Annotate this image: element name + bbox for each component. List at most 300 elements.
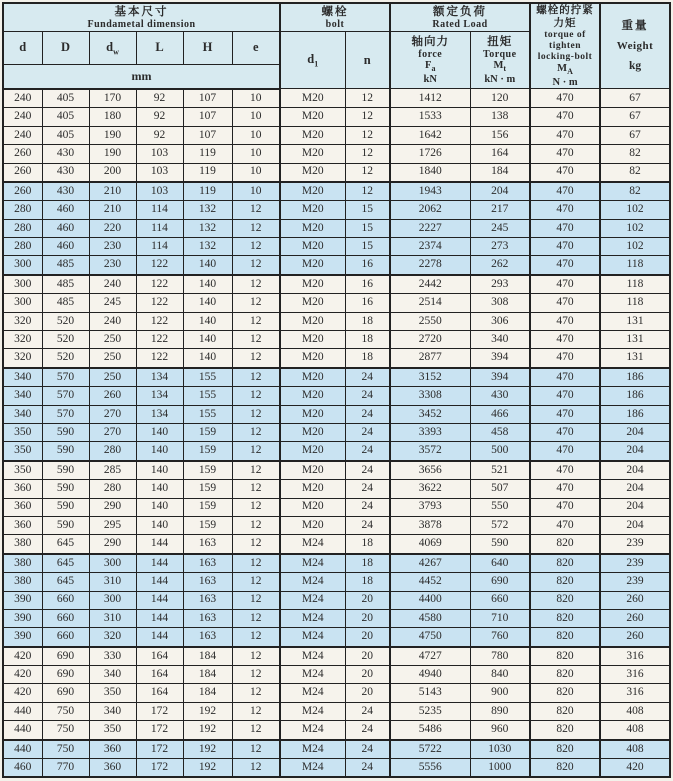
cell: 163: [183, 628, 232, 647]
cell: 820: [530, 554, 600, 573]
cell: 408: [600, 740, 670, 759]
cell: 159: [183, 442, 232, 461]
cell: 12: [232, 573, 280, 591]
cell: 260: [3, 145, 42, 163]
cell: 18: [345, 535, 390, 554]
table-row: [3, 647, 670, 666]
cell: 690: [42, 647, 89, 666]
cell: 590: [42, 516, 89, 534]
cell: 119: [183, 145, 232, 163]
weight-unit: kg: [628, 60, 642, 73]
cell: 192: [183, 759, 232, 778]
col-header-n: n: [345, 32, 390, 89]
cell: 820: [530, 740, 600, 759]
section-header-rated-load: [390, 3, 530, 32]
cell: 2720: [390, 331, 470, 349]
cell: M20: [280, 480, 345, 498]
tighten-en-3: locking-bolt: [537, 52, 593, 63]
cell: 340: [3, 387, 42, 405]
force-en: force: [418, 48, 443, 60]
cell: 240: [3, 89, 42, 108]
cell: 690: [42, 666, 89, 684]
table-row: [3, 442, 670, 461]
cell: 102: [600, 238, 670, 256]
cell: 405: [42, 108, 89, 126]
section-rated-load-zh: 额定负荷: [433, 5, 488, 18]
cell: 12: [232, 312, 280, 330]
cell: 440: [3, 721, 42, 740]
cell: 18: [345, 312, 390, 330]
cell: 131: [600, 312, 670, 330]
cell: 308: [470, 294, 530, 312]
cell: 250: [89, 349, 136, 368]
table-row: [3, 349, 670, 368]
cell: M20: [280, 238, 345, 256]
cell: 12: [232, 331, 280, 349]
cell: 260: [600, 609, 670, 627]
cell: 122: [136, 312, 183, 330]
cell: 12: [232, 516, 280, 534]
cell: 470: [530, 294, 600, 312]
cell: 820: [530, 628, 600, 647]
cell: 470: [530, 331, 600, 349]
cell: 20: [345, 609, 390, 627]
col-header-L: L: [136, 32, 183, 65]
cell: M20: [280, 423, 345, 441]
cell: 184: [183, 684, 232, 702]
cell: 460: [3, 759, 42, 778]
cell: M20: [280, 163, 345, 182]
cell: 280: [3, 219, 42, 237]
cell: 184: [183, 666, 232, 684]
cell: 10: [232, 89, 280, 108]
table-row: [3, 480, 670, 498]
cell: 67: [600, 89, 670, 108]
cell: 500: [470, 442, 530, 461]
cell: 140: [136, 480, 183, 498]
cell: 192: [183, 740, 232, 759]
cell: 18: [345, 349, 390, 368]
cell: 10: [232, 108, 280, 126]
cell: 204: [600, 461, 670, 480]
cell: 24: [345, 423, 390, 441]
cell: 320: [3, 349, 42, 368]
cell: M20: [280, 349, 345, 368]
table-row: [3, 684, 670, 702]
cell: 470: [530, 201, 600, 219]
cell: M24: [280, 740, 345, 759]
cell: 645: [42, 535, 89, 554]
cell: 24: [345, 498, 390, 516]
cell: 285: [89, 461, 136, 480]
cell: 330: [89, 647, 136, 666]
cell: 186: [600, 368, 670, 387]
cell: M24: [280, 591, 345, 609]
cell: 470: [530, 182, 600, 201]
cell: 760: [470, 628, 530, 647]
cell: M20: [280, 108, 345, 126]
cell: 710: [470, 609, 530, 627]
cell: 470: [530, 368, 600, 387]
cell: 140: [183, 349, 232, 368]
cell: 470: [530, 423, 600, 441]
col-header-H: H: [183, 32, 232, 65]
cell: 156: [470, 126, 530, 144]
cell: M24: [280, 759, 345, 778]
cell: 394: [470, 349, 530, 368]
cell: 900: [470, 684, 530, 702]
cell: 12: [345, 89, 390, 108]
table-row: [3, 312, 670, 330]
cell: 2278: [390, 256, 470, 275]
cell: 420: [3, 647, 42, 666]
cell: 2514: [390, 294, 470, 312]
cell: 10: [232, 163, 280, 182]
cell: 67: [600, 126, 670, 144]
cell: 273: [470, 238, 530, 256]
cell: 470: [530, 480, 600, 498]
cell: 20: [345, 666, 390, 684]
cell: 306: [470, 312, 530, 330]
cell: 12: [232, 219, 280, 237]
cell: 107: [183, 108, 232, 126]
table-row: [3, 126, 670, 144]
cell: M24: [280, 666, 345, 684]
cell: 470: [530, 405, 600, 423]
table-row: [3, 573, 670, 591]
cell: 360: [3, 480, 42, 498]
cell: 380: [3, 554, 42, 573]
cell: 640: [470, 554, 530, 573]
cell: 230: [89, 256, 136, 275]
cell: 155: [183, 387, 232, 405]
cell: 16: [345, 256, 390, 275]
cell: 16: [345, 294, 390, 312]
cell: 570: [42, 405, 89, 423]
cell: 380: [3, 573, 42, 591]
cell: M20: [280, 145, 345, 163]
table-row: [3, 759, 670, 778]
cell: 1412: [390, 89, 470, 108]
cell: 230: [89, 238, 136, 256]
cell: M20: [280, 201, 345, 219]
cell: 12: [232, 666, 280, 684]
cell: 1840: [390, 163, 470, 182]
cell: 186: [600, 387, 670, 405]
cell: 134: [136, 387, 183, 405]
tighten-en-2: tighten: [549, 41, 582, 52]
cell: 470: [530, 312, 600, 330]
bearing-spec-table: [2, 2, 671, 778]
table-row: [3, 275, 670, 294]
table-row: [3, 331, 670, 349]
col-header-weight: [600, 3, 670, 89]
cell: 750: [42, 740, 89, 759]
cell: 12: [232, 609, 280, 627]
cell: 466: [470, 405, 530, 423]
cell: 470: [530, 108, 600, 126]
cell: 20: [345, 628, 390, 647]
cell: 295: [89, 516, 136, 534]
table-row: [3, 609, 670, 627]
cell: 163: [183, 554, 232, 573]
cell: 163: [183, 591, 232, 609]
cell: 660: [42, 591, 89, 609]
cell: 820: [530, 759, 600, 778]
cell: 12: [232, 740, 280, 759]
cell: 24: [345, 442, 390, 461]
cell: 140: [136, 442, 183, 461]
cell: 320: [3, 312, 42, 330]
cell: 24: [345, 759, 390, 778]
cell: 590: [42, 461, 89, 480]
cell: M24: [280, 647, 345, 666]
cell: 350: [89, 721, 136, 740]
cell: 12: [232, 647, 280, 666]
cell: 159: [183, 498, 232, 516]
cell: 120: [470, 89, 530, 108]
cell: 3152: [390, 368, 470, 387]
cell: 570: [42, 368, 89, 387]
cell: 12: [232, 405, 280, 423]
cell: 18: [345, 331, 390, 349]
cell: 590: [470, 535, 530, 554]
col-header-torque: [470, 32, 530, 89]
cell: 12: [232, 368, 280, 387]
table-row: [3, 219, 670, 237]
tighten-zh-2: 力矩: [553, 18, 577, 30]
cell: 12: [232, 238, 280, 256]
cell: 520: [42, 349, 89, 368]
table-row: [3, 405, 670, 423]
cell: 12: [232, 442, 280, 461]
col-header-d: d: [3, 32, 42, 65]
cell: 260: [89, 387, 136, 405]
cell: 122: [136, 331, 183, 349]
cell: 260: [600, 628, 670, 647]
weight-en: Weight: [616, 39, 654, 52]
cell: 132: [183, 219, 232, 237]
table-row: [3, 498, 670, 516]
cell: 159: [183, 423, 232, 441]
cell: 250: [89, 331, 136, 349]
cell: 140: [183, 312, 232, 330]
cell: 172: [136, 721, 183, 740]
cell: M20: [280, 182, 345, 201]
table-row: [3, 182, 670, 201]
cell: 470: [530, 349, 600, 368]
cell: 132: [183, 238, 232, 256]
cell: 12: [232, 554, 280, 573]
cell: 122: [136, 349, 183, 368]
cell: 186: [600, 405, 670, 423]
cell: 300: [89, 591, 136, 609]
cell: 4940: [390, 666, 470, 684]
cell: 316: [600, 684, 670, 702]
cell: 420: [3, 684, 42, 702]
cell: 470: [530, 498, 600, 516]
cell: 172: [136, 759, 183, 778]
cell: 470: [530, 126, 600, 144]
cell: 360: [3, 516, 42, 534]
cell: 12: [232, 294, 280, 312]
cell: 290: [89, 498, 136, 516]
cell: 12: [232, 759, 280, 778]
cell: 184: [470, 163, 530, 182]
cell: 102: [600, 219, 670, 237]
cell: 360: [89, 759, 136, 778]
section-dimension-en: Fundametal dimension: [87, 18, 196, 30]
cell: 350: [3, 442, 42, 461]
cell: 960: [470, 721, 530, 740]
cell: M20: [280, 405, 345, 423]
cell: 4400: [390, 591, 470, 609]
cell: 114: [136, 201, 183, 219]
cell: 5722: [390, 740, 470, 759]
cell: 16: [345, 275, 390, 294]
cell: 200: [89, 163, 136, 182]
cell: M20: [280, 294, 345, 312]
table-row: [3, 461, 670, 480]
cell: 820: [530, 609, 600, 627]
cell: 550: [470, 498, 530, 516]
table-row: [3, 740, 670, 759]
cell: 122: [136, 256, 183, 275]
cell: 140: [136, 498, 183, 516]
cell: 1642: [390, 126, 470, 144]
cell: 820: [530, 573, 600, 591]
cell: 4727: [390, 647, 470, 666]
col-header-tighten-torque: [530, 3, 600, 89]
cell: 140: [183, 256, 232, 275]
cell: 280: [3, 201, 42, 219]
cell: 12: [232, 721, 280, 740]
cell: 67: [600, 108, 670, 126]
cell: 240: [3, 108, 42, 126]
cell: 245: [89, 294, 136, 312]
cell: 20: [345, 591, 390, 609]
cell: 12: [232, 201, 280, 219]
cell: M24: [280, 721, 345, 740]
cell: 280: [89, 442, 136, 461]
cell: 24: [345, 721, 390, 740]
cell: 316: [600, 666, 670, 684]
cell: 134: [136, 405, 183, 423]
cell: 5556: [390, 759, 470, 778]
cell: 1030: [470, 740, 530, 759]
cell: 12: [345, 108, 390, 126]
cell: 192: [183, 702, 232, 720]
cell: 12: [345, 145, 390, 163]
cell: 2374: [390, 238, 470, 256]
cell: 140: [183, 294, 232, 312]
cell: 144: [136, 573, 183, 591]
cell: 3572: [390, 442, 470, 461]
cell: 470: [530, 256, 600, 275]
torque-symbol: $M_t$: [493, 60, 507, 74]
cell: 12: [232, 480, 280, 498]
table-row: [3, 256, 670, 275]
table-body: [3, 89, 670, 777]
cell: 12: [345, 126, 390, 144]
cell: 390: [3, 609, 42, 627]
cell: 2442: [390, 275, 470, 294]
section-rated-load-en: Rated Load: [432, 18, 488, 30]
cell: 470: [530, 145, 600, 163]
cell: M24: [280, 535, 345, 554]
torque-zh: 扭矩: [487, 35, 513, 48]
cell: M20: [280, 275, 345, 294]
cell: 140: [136, 461, 183, 480]
cell: 520: [42, 331, 89, 349]
cell: 140: [136, 516, 183, 534]
cell: 92: [136, 108, 183, 126]
cell: 470: [530, 275, 600, 294]
cell: 20: [345, 684, 390, 702]
cell: 163: [183, 535, 232, 554]
cell: 470: [530, 163, 600, 182]
cell: 118: [600, 275, 670, 294]
cell: 820: [530, 702, 600, 720]
table-row: [3, 163, 670, 182]
cell: 140: [136, 423, 183, 441]
cell: 340: [89, 666, 136, 684]
cell: 262: [470, 256, 530, 275]
cell: 405: [42, 126, 89, 144]
cell: 350: [3, 423, 42, 441]
cell: 18: [345, 573, 390, 591]
col-header-d1: $d_1$: [280, 32, 345, 89]
cell: 507: [470, 480, 530, 498]
cell: 660: [42, 609, 89, 627]
cell: 210: [89, 201, 136, 219]
cell: 190: [89, 126, 136, 144]
cell: 3793: [390, 498, 470, 516]
cell: M20: [280, 516, 345, 534]
cell: 10: [232, 126, 280, 144]
cell: 458: [470, 423, 530, 441]
cell: 470: [530, 442, 600, 461]
cell: 134: [136, 368, 183, 387]
cell: 172: [136, 740, 183, 759]
cell: 250: [89, 368, 136, 387]
cell: 20: [345, 647, 390, 666]
cell: 394: [470, 368, 530, 387]
table-row: [3, 721, 670, 740]
cell: 521: [470, 461, 530, 480]
cell: 590: [42, 442, 89, 461]
cell: 570: [42, 387, 89, 405]
cell: 820: [530, 591, 600, 609]
cell: 103: [136, 145, 183, 163]
cell: 107: [183, 126, 232, 144]
cell: 280: [89, 480, 136, 498]
cell: 390: [3, 591, 42, 609]
cell: 260: [3, 182, 42, 201]
table-row: [3, 591, 670, 609]
cell: 163: [183, 609, 232, 627]
cell: 1726: [390, 145, 470, 163]
cell: 660: [42, 628, 89, 647]
table-row: [3, 89, 670, 108]
cell: 12: [345, 163, 390, 182]
cell: 159: [183, 480, 232, 498]
table-row: [3, 108, 670, 126]
tighten-unit: N · m: [552, 76, 578, 88]
cell: 300: [3, 256, 42, 275]
section-header-bolt: [280, 3, 390, 32]
cell: 122: [136, 275, 183, 294]
